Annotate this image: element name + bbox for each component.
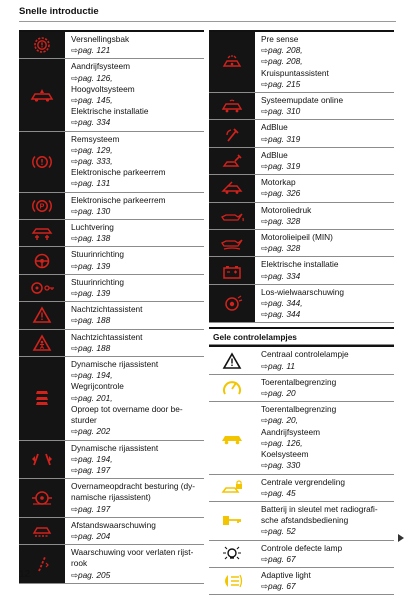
indicator-row — [209, 175, 394, 202]
page-ref-arrow-icon: ⇨ — [71, 156, 78, 167]
section-title-yellow-lamps: Gele controlelampjes — [209, 327, 394, 345]
key-battery-icon-glyph — [219, 512, 245, 530]
indicator-row — [19, 132, 204, 193]
page-reference-text: pag. 215 — [267, 78, 301, 89]
page-reference-text: pag. 126, — [77, 72, 113, 83]
indicator-row — [19, 302, 204, 329]
indicator-row — [19, 247, 204, 274]
indicator-description — [65, 247, 204, 273]
indicator-label: sturder — [71, 415, 97, 426]
page-reference — [71, 465, 204, 476]
indicator-description — [65, 302, 204, 328]
header-divider — [19, 21, 396, 22]
steering-warning-icon-glyph — [29, 252, 55, 270]
indicator-label: Toerentalbegrenzing — [261, 376, 337, 387]
indicator-label: Nachtzichtassistent — [71, 304, 143, 315]
indicator-label: Overnameopdracht besturing (dy- — [71, 481, 196, 492]
page-reference — [261, 56, 394, 67]
page-reference-text: pag. 194, — [77, 453, 113, 464]
page-reference — [261, 438, 394, 449]
page-ref-arrow-icon: ⇨ — [261, 388, 268, 399]
car-drive-system-icon-glyph — [29, 86, 55, 104]
page-reference-text: pag. 67 — [267, 553, 296, 564]
indicator-label: AdBlue — [261, 122, 288, 133]
indicator-label: Versnellingsbak — [71, 34, 130, 44]
indicator-label: Koelsysteem — [261, 449, 309, 460]
page-ref-arrow-icon: ⇨ — [261, 161, 268, 172]
page-reference-text: pag. 139 — [77, 260, 111, 271]
page-reference-text: pag. 319 — [267, 161, 301, 172]
page-ref-arrow-icon: ⇨ — [71, 233, 78, 244]
brake-warning-icon-glyph — [29, 153, 55, 171]
indicator-description — [65, 545, 204, 583]
page-ref-arrow-icon: ⇨ — [261, 487, 268, 498]
indicator-row — [209, 375, 394, 402]
wheel-nut-icon-glyph — [219, 295, 245, 313]
indicator-row — [19, 220, 204, 247]
adblue-icon-glyph — [219, 125, 245, 143]
distance-warning-icon — [19, 518, 65, 544]
indicator-row — [19, 479, 204, 518]
page-ref-arrow-icon: ⇨ — [261, 188, 268, 199]
central-lock-icon-glyph — [219, 479, 245, 497]
page-reference — [261, 361, 394, 372]
page-reference — [261, 243, 394, 254]
adaptive-cruise-icon-glyph — [29, 389, 55, 407]
page-ref-arrow-icon: ⇨ — [71, 178, 78, 189]
gearbox-warning-icon-glyph — [29, 36, 55, 54]
page-reference — [261, 460, 394, 471]
svg-text:P: P — [39, 203, 45, 211]
page-reference-text: pag. 131 — [77, 178, 111, 189]
page-ref-arrow-icon: ⇨ — [71, 530, 78, 541]
next-page-arrow-icon — [398, 534, 404, 542]
indicator-label: Adaptive light — [261, 569, 311, 580]
page-reference-text: pag. 126, — [267, 437, 303, 448]
page-ref-arrow-icon: ⇨ — [71, 260, 78, 271]
indicator-label: Elektrische installatie — [261, 259, 339, 270]
page-reference — [71, 531, 204, 542]
page-reference — [71, 73, 204, 84]
oil-pressure-icon-glyph — [219, 207, 245, 225]
page-reference-text: pag. 334 — [77, 117, 111, 128]
page-ref-arrow-icon: ⇨ — [261, 133, 268, 144]
battery-icon-glyph — [219, 262, 245, 280]
indicator-description — [255, 541, 394, 567]
indicator-label: Toerentalbegrenzing — [261, 404, 337, 415]
indicator-description — [65, 479, 204, 517]
indicator-description — [65, 441, 204, 479]
page-reference — [261, 271, 394, 282]
car-yellow-icon-glyph — [219, 429, 245, 447]
indicator-label: Remsysteem — [71, 133, 120, 144]
page-ref-arrow-icon: ⇨ — [261, 78, 268, 89]
lane-assist-icon — [19, 441, 65, 479]
oil-level-icon-glyph — [219, 234, 245, 252]
adaptive-cruise-icon — [19, 357, 65, 439]
page-reference-text: pag. 45 — [267, 487, 296, 498]
indicator-label: Motorolieipeil (MIN) — [261, 232, 333, 243]
page-reference — [261, 134, 394, 145]
indicator-description — [65, 518, 204, 544]
wheel-nut-icon — [209, 285, 255, 323]
page-reference-text: pag. 20, — [267, 415, 298, 426]
page-reference-text: pag. 333, — [77, 156, 113, 167]
indicator-description — [255, 203, 394, 229]
indicator-row — [19, 275, 204, 302]
adblue-car-icon-glyph — [219, 152, 245, 170]
indicator-label: namische rijassistent) — [71, 492, 151, 503]
page-reference — [261, 554, 394, 565]
page-reference — [261, 188, 394, 199]
page-ref-arrow-icon: ⇨ — [71, 205, 78, 216]
indicator-description — [255, 148, 394, 174]
indicator-label: Kruispuntassistent — [261, 67, 329, 78]
page-reference — [261, 216, 394, 227]
page-reference-text: pag. 52 — [267, 526, 296, 537]
page-ref-arrow-icon: ⇨ — [71, 117, 78, 128]
indicator-label: Pre sense — [261, 34, 299, 44]
system-update-icon — [209, 93, 255, 119]
page-ref-arrow-icon: ⇨ — [261, 526, 268, 537]
central-lock-icon — [209, 475, 255, 501]
page-reference-text: pag. 202 — [77, 426, 111, 437]
indicator-row — [19, 441, 204, 480]
indicator-row — [209, 285, 394, 324]
page-reference — [71, 454, 204, 465]
gearbox-warning-icon — [19, 32, 65, 58]
page-ref-arrow-icon: ⇨ — [261, 243, 268, 254]
page-reference — [71, 504, 204, 515]
page-reference — [261, 298, 394, 309]
page-ref-arrow-icon: ⇨ — [71, 426, 78, 437]
page-reference — [71, 343, 204, 354]
indicator-description — [255, 230, 394, 256]
indicator-description — [255, 475, 394, 501]
page-ref-arrow-icon: ⇨ — [261, 553, 268, 564]
indicator-description — [255, 257, 394, 283]
indicator-description — [255, 120, 394, 146]
page-reference-text: pag. 188 — [77, 342, 111, 353]
page-reference-text: pag. 20 — [267, 388, 296, 399]
battery-icon — [209, 257, 255, 283]
page-ref-arrow-icon: ⇨ — [71, 45, 78, 56]
indicator-label: Dynamische rijassistent — [71, 442, 159, 453]
page-ref-arrow-icon: ⇨ — [261, 309, 268, 320]
key-battery-icon — [209, 502, 255, 540]
indicator-description — [65, 59, 204, 130]
indicator-row — [19, 357, 204, 440]
page-reference-text: pag. 67 — [267, 581, 296, 592]
indicator-row — [209, 345, 394, 374]
page-reference-text: pag. 139 — [77, 288, 111, 299]
page-reference — [71, 370, 204, 381]
indicator-row — [209, 475, 394, 502]
indicator-label: Motorkap — [261, 177, 296, 188]
pre-sense-icon — [209, 32, 255, 92]
page-ref-arrow-icon: ⇨ — [71, 464, 78, 475]
indicator-label: Stuurinrichting — [71, 249, 125, 260]
indicator-label: Centraal controlelampje — [261, 349, 349, 360]
indicator-label: Waarschuwing voor verlaten rijst- — [71, 547, 194, 558]
page-reference — [71, 261, 204, 272]
car-yellow-icon — [209, 402, 255, 473]
indicator-row — [19, 193, 204, 220]
indicator-row — [19, 545, 204, 584]
page-ref-arrow-icon: ⇨ — [71, 503, 78, 514]
page-ref-arrow-icon: ⇨ — [71, 453, 78, 464]
page-ref-arrow-icon: ⇨ — [71, 95, 78, 106]
oil-pressure-icon — [209, 203, 255, 229]
page-ref-arrow-icon: ⇨ — [71, 144, 78, 155]
indicator-label: Wegrijcontrole — [71, 381, 124, 392]
page-reference-text: pag. 194, — [77, 370, 113, 381]
indicator-row — [209, 30, 394, 93]
adaptive-light-icon — [209, 568, 255, 594]
page-header-title: Snelle introductie — [19, 6, 99, 17]
page-reference — [261, 45, 394, 56]
indicator-row — [19, 59, 204, 131]
right-indicator-table — [209, 30, 394, 323]
indicator-label: AdBlue — [261, 149, 288, 160]
indicator-label: Centrale vergrendeling — [261, 476, 345, 487]
page-ref-arrow-icon: ⇨ — [261, 215, 268, 226]
indicator-row — [209, 257, 394, 284]
page-reference-text: pag. 129, — [77, 144, 113, 155]
indicator-description — [65, 220, 204, 246]
indicator-label: Elektronische parkeerrem — [71, 194, 166, 205]
page-reference — [71, 156, 204, 167]
indicator-description — [65, 193, 204, 219]
page-reference — [71, 288, 204, 299]
page-reference-text: pag. 145, — [77, 95, 113, 106]
indicator-label: Elektrische installatie — [71, 106, 149, 117]
indicator-label: Motoroliedruk — [261, 204, 312, 215]
brake-warning-icon — [19, 132, 65, 192]
page-ref-arrow-icon: ⇨ — [261, 437, 268, 448]
indicator-description — [65, 357, 204, 439]
parking-brake-icon-glyph — [29, 197, 55, 215]
page-ref-arrow-icon: ⇨ — [71, 342, 78, 353]
hood-open-icon-glyph — [219, 179, 245, 197]
parking-brake-icon — [19, 193, 65, 219]
indicator-row — [209, 120, 394, 147]
indicator-label: Aandrijfsysteem — [71, 61, 131, 72]
indicator-row — [209, 402, 394, 474]
page-reference — [261, 526, 394, 537]
page-reference — [71, 570, 204, 581]
air-suspension-icon — [19, 220, 65, 246]
takeover-request-icon — [19, 479, 65, 517]
page-ref-arrow-icon: ⇨ — [261, 360, 268, 371]
adblue-icon — [209, 120, 255, 146]
page-reference-text: pag. 344 — [267, 309, 301, 320]
indicator-label: Controle defecte lamp — [261, 542, 343, 553]
yellow-indicator-table — [209, 345, 394, 595]
indicator-label: Luchtvering — [71, 222, 114, 233]
indicator-description — [65, 330, 204, 356]
page-reference-text: pag. 11 — [267, 360, 296, 371]
page-reference-text: pag. 208, — [267, 45, 303, 56]
indicator-row — [209, 148, 394, 175]
indicator-label: rook — [71, 558, 88, 569]
adaptive-light-icon-glyph — [219, 572, 245, 590]
page-reference — [261, 106, 394, 117]
page-reference — [261, 79, 394, 90]
steering-lock-key-icon — [19, 275, 65, 301]
page-ref-arrow-icon: ⇨ — [261, 45, 268, 56]
page-ref-arrow-icon: ⇨ — [261, 415, 268, 426]
page-ref-arrow-icon: ⇨ — [71, 72, 78, 83]
page-ref-arrow-icon: ⇨ — [71, 392, 78, 403]
page-reference-text: pag. 197 — [77, 464, 111, 475]
indicator-row — [19, 30, 204, 59]
night-vision-triangle-icon-glyph — [29, 306, 55, 324]
distance-warning-icon-glyph — [29, 522, 55, 540]
page-reference-text: pag. 344, — [267, 298, 303, 309]
page-ref-arrow-icon: ⇨ — [71, 315, 78, 326]
page-ref-arrow-icon: ⇨ — [261, 581, 268, 592]
page-reference-text: pag. 197 — [77, 503, 111, 514]
page-reference — [71, 117, 204, 128]
pre-sense-icon-glyph — [219, 53, 245, 71]
air-suspension-icon-glyph — [29, 224, 55, 242]
indicator-label: sche afstandsbediening — [261, 515, 349, 526]
exit-warning-icon-glyph — [29, 555, 55, 573]
indicator-label: Dynamische rijassistent — [71, 359, 159, 370]
page-reference — [71, 426, 204, 437]
page-reference-text: pag. 330 — [267, 460, 301, 471]
page-ref-arrow-icon: ⇨ — [261, 298, 268, 309]
takeover-request-icon-glyph — [29, 489, 55, 507]
page-reference — [71, 315, 204, 326]
hood-open-icon — [209, 175, 255, 201]
indicator-row — [209, 541, 394, 568]
indicator-row — [209, 502, 394, 541]
page-ref-arrow-icon: ⇨ — [261, 106, 268, 117]
page-reference — [71, 393, 204, 404]
page-reference-text: pag. 334 — [267, 270, 301, 281]
night-vision-person-icon-glyph — [29, 334, 55, 352]
indicator-label: Aandrijfsysteem — [261, 426, 321, 437]
indicator-description — [65, 132, 204, 192]
indicator-label: Afstandswaarschuwing — [71, 519, 156, 530]
steering-warning-icon — [19, 247, 65, 273]
car-drive-system-icon — [19, 59, 65, 130]
oil-level-icon — [209, 230, 255, 256]
central-warning-icon — [209, 347, 255, 373]
page-reference — [261, 388, 394, 399]
page-reference — [71, 233, 204, 244]
page-reference-text: pag. 326 — [267, 188, 301, 199]
indicator-description — [255, 175, 394, 201]
indicator-description — [255, 375, 394, 401]
night-vision-triangle-icon — [19, 302, 65, 328]
indicator-description — [255, 285, 394, 323]
indicator-row — [19, 330, 204, 357]
page-reference — [71, 145, 204, 156]
indicator-description — [255, 347, 394, 373]
indicator-label: Oproep tot overname door be- — [71, 403, 183, 414]
indicator-label: Systeemupdate online — [261, 95, 344, 106]
page-reference-text: pag. 205 — [77, 569, 111, 580]
page-ref-arrow-icon: ⇨ — [261, 460, 268, 471]
rpm-limit-icon-glyph — [219, 379, 245, 397]
page-ref-arrow-icon: ⇨ — [261, 56, 268, 67]
indicator-row — [209, 230, 394, 257]
page-reference — [71, 206, 204, 217]
bulb-defect-icon — [209, 541, 255, 567]
central-warning-icon-glyph — [219, 352, 245, 370]
indicator-description — [255, 402, 394, 473]
left-indicator-table — [19, 30, 204, 584]
page-reference-text: pag. 138 — [77, 233, 111, 244]
page-reference — [71, 45, 204, 56]
indicator-label: Elektronische parkeerrem — [71, 167, 166, 178]
page-reference — [261, 488, 394, 499]
page-number: 12 — [19, 569, 31, 580]
page-reference — [261, 581, 394, 592]
page-reference — [71, 178, 204, 189]
indicator-label: Los-wielwaarschuwing — [261, 286, 345, 297]
indicator-description — [255, 568, 394, 594]
adblue-car-icon — [209, 148, 255, 174]
page-reference — [261, 161, 394, 172]
right-column — [209, 30, 394, 595]
page-ref-arrow-icon: ⇨ — [71, 569, 78, 580]
indicator-row — [209, 568, 394, 595]
indicator-description — [65, 32, 204, 58]
page-reference — [261, 309, 394, 320]
lane-assist-icon-glyph — [29, 450, 55, 468]
page-reference-text: pag. 328 — [267, 215, 301, 226]
indicator-label: Nachtzichtassistent — [71, 331, 143, 342]
indicator-label: Stuurinrichting — [71, 276, 125, 287]
page-ref-arrow-icon: ⇨ — [71, 288, 78, 299]
page-ref-arrow-icon: ⇨ — [261, 270, 268, 281]
page-reference-text: pag. 130 — [77, 205, 111, 216]
steering-lock-key-icon-glyph — [29, 279, 55, 297]
page-reference-text: pag. 201, — [77, 392, 113, 403]
page-reference-text: pag. 188 — [77, 315, 111, 326]
indicator-row — [19, 518, 204, 545]
indicator-row — [209, 93, 394, 120]
indicator-label: Hoogvoltsysteem — [71, 83, 135, 94]
page-reference — [261, 415, 394, 426]
page-reference — [71, 95, 204, 106]
page-reference-text: pag. 208, — [267, 56, 303, 67]
indicator-description — [65, 275, 204, 301]
indicator-description — [255, 93, 394, 119]
page-reference-text: pag. 204 — [77, 530, 111, 541]
page-reference-text: pag. 328 — [267, 243, 301, 254]
page-reference-text: pag. 121 — [77, 45, 111, 56]
night-vision-person-icon — [19, 330, 65, 356]
page-reference-text: pag. 319 — [267, 133, 301, 144]
system-update-icon-glyph — [219, 97, 245, 115]
indicator-description — [255, 502, 394, 540]
rpm-limit-icon — [209, 375, 255, 401]
indicator-label: Batterij in sleutel met radiografi- — [261, 503, 378, 514]
page-ref-arrow-icon: ⇨ — [71, 370, 78, 381]
page-reference-text: pag. 310 — [267, 106, 301, 117]
indicator-row — [209, 203, 394, 230]
indicator-description — [255, 32, 394, 92]
bulb-defect-icon-glyph — [219, 545, 245, 563]
